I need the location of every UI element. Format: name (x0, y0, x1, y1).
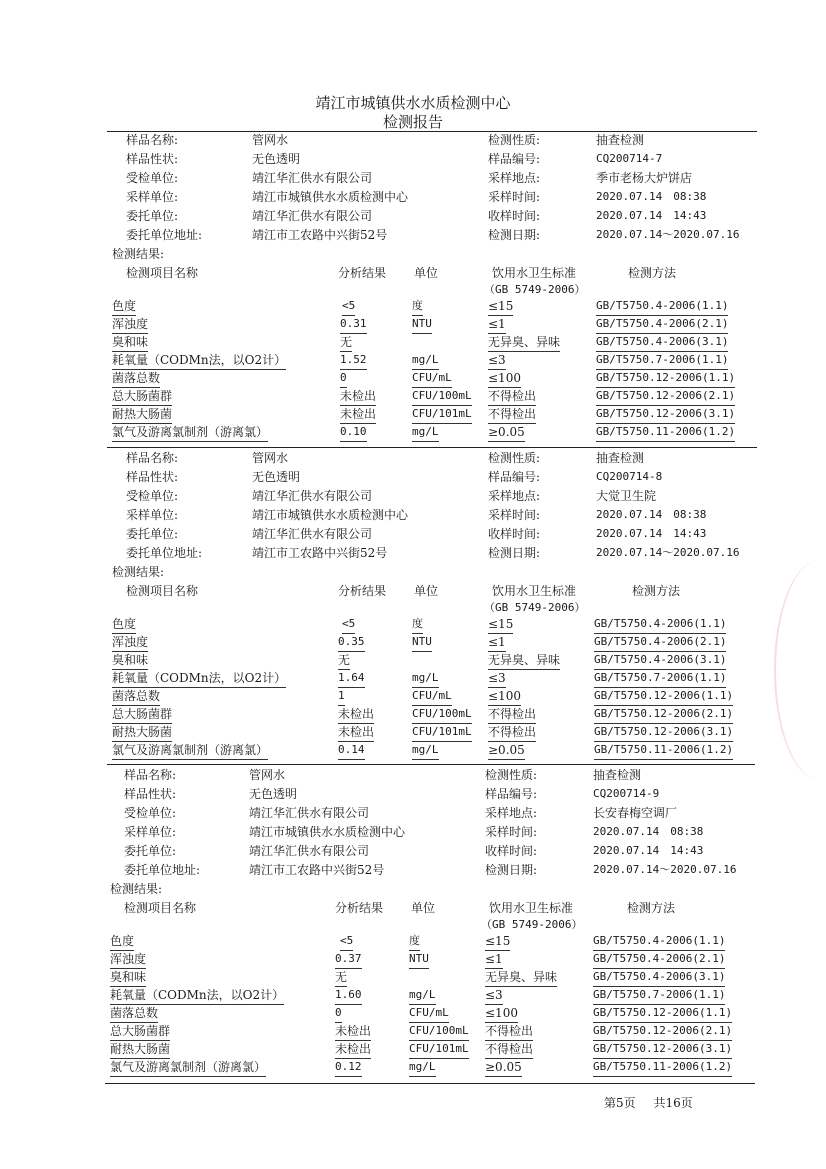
label-sampling-unit: 采样单位: (124, 825, 177, 839)
result-row (0, 387, 826, 405)
result-row (0, 333, 826, 351)
info-row (0, 804, 826, 822)
result-std: ≤100 (488, 687, 521, 706)
result-method: GB/T5750.11-2006(1.2) (596, 423, 735, 442)
result-unit: CFU/mL (409, 1004, 449, 1023)
results-header-row (0, 899, 826, 917)
result-value: 1.52 (340, 351, 367, 370)
value-test-date: 2020.07.14～2020.07.16 (596, 228, 740, 241)
result-std: 不得检出 (485, 1022, 533, 1041)
result-value: 1 (338, 687, 345, 706)
result-std: ≤3 (485, 986, 503, 1005)
value-sampling-site: 长安春梅空调厂 (593, 806, 678, 820)
value-sample-no: CQ200714-7 (596, 152, 663, 165)
page-footer (604, 1094, 707, 1111)
info-row (0, 150, 826, 168)
col-item-header: 检测项目名称 (126, 266, 199, 280)
result-item: 浑浊度 (110, 950, 146, 969)
result-unit: NTU (412, 633, 432, 652)
result-value: 0 (335, 1004, 342, 1023)
result-item: 耐热大肠菌 (112, 405, 172, 424)
value-inspected-unit: 靖江华汇供水有限公司 (252, 171, 373, 185)
result-value: 1.60 (335, 986, 362, 1005)
value-sampling-unit: 靖江市城镇供水水质检测中心 (252, 190, 409, 204)
label-inspected-unit: 受检单位: (126, 489, 179, 503)
result-std: ≤1 (485, 950, 503, 969)
result-unit: CFU/101mL (412, 723, 472, 742)
label-test-date: 检测日期: (488, 228, 541, 242)
value-client-address: 靖江市工农路中兴街52号 (252, 228, 388, 242)
result-unit: CFU/101mL (409, 1040, 469, 1059)
result-item: 耐热大肠菌 (110, 1040, 170, 1059)
result-std: ≥0.05 (485, 1058, 522, 1077)
value-sample-name: 管网水 (252, 451, 289, 465)
info-row (0, 169, 826, 187)
value-sampling-time: 2020.07.14 08:38 (593, 825, 704, 838)
label-sampling-site: 采样地点: (485, 806, 538, 820)
result-row (0, 705, 826, 723)
result-method: GB/T5750.12-2006(1.1) (596, 369, 735, 388)
section-divider (105, 1083, 755, 1084)
label-sample-no: 样品编号: (488, 152, 541, 166)
label-test-date: 检测日期: (485, 863, 538, 877)
col-item-header: 检测项目名称 (124, 901, 197, 915)
result-row (0, 315, 826, 333)
result-row (0, 932, 826, 950)
result-row (0, 405, 826, 423)
result-unit: CFU/101mL (412, 405, 472, 424)
results-heading-row (0, 563, 826, 581)
result-method: GB/T5750.7-2006(1.1) (596, 351, 728, 370)
result-method: GB/T5750.12-2006(3.1) (593, 1040, 732, 1059)
report-title: 靖江市城镇供水水质检测中心 (315, 94, 511, 112)
result-row (0, 297, 826, 315)
col-std-header: 饮用水卫生标准 (492, 266, 577, 280)
info-row (0, 131, 826, 149)
label-client-unit: 委托单位: (124, 844, 177, 858)
label-sample-state: 样品性状: (126, 470, 179, 484)
value-sample-state: 无色透明 (252, 152, 301, 166)
page-number: 第5页 (604, 1096, 636, 1110)
result-std: 无异臭、异味 (485, 968, 557, 987)
value-receive-time: 2020.07.14 14:43 (596, 209, 707, 222)
results-heading-row (0, 880, 826, 898)
result-value: 未检出 (340, 405, 376, 424)
value-sample-no: CQ200714-9 (593, 787, 660, 800)
result-value: 未检出 (340, 387, 376, 406)
label-client-unit: 委托单位: (126, 209, 179, 223)
result-std: ≤15 (488, 615, 513, 634)
info-row (0, 449, 826, 467)
col-result-header: 分析结果 (338, 584, 387, 598)
result-method: GB/T5750.11-2006(1.2) (594, 741, 733, 760)
col-result-header: 分析结果 (335, 901, 384, 915)
result-unit: CFU/mL (412, 687, 452, 706)
result-item: 色度 (110, 932, 134, 951)
label-sampling-site: 采样地点: (488, 489, 541, 503)
result-row (0, 986, 826, 1004)
value-test-date: 2020.07.14～2020.07.16 (596, 546, 740, 559)
label-inspected-unit: 受检单位: (126, 171, 179, 185)
value-client-unit: 靖江华汇供水有限公司 (249, 844, 370, 858)
label-inspected-unit: 受检单位: (124, 806, 177, 820)
result-row (0, 1058, 826, 1076)
result-item: 耐热大肠菌 (112, 723, 172, 742)
result-item: 臭和味 (112, 651, 148, 670)
result-std: ≤3 (488, 351, 506, 370)
result-unit: mg/L (412, 741, 439, 760)
result-std: 无异臭、异味 (488, 333, 560, 352)
label-sample-no: 样品编号: (488, 470, 541, 484)
report-subtitle: 检测报告 (382, 113, 443, 131)
result-method: GB/T5750.12-2006(2.1) (596, 387, 735, 406)
result-method: GB/T5750.12-2006(3.1) (594, 723, 733, 742)
value-sample-no: CQ200714-8 (596, 470, 663, 483)
result-std: ≥0.05 (488, 423, 525, 442)
result-value: 未检出 (338, 705, 374, 724)
result-method: GB/T5750.11-2006(1.2) (593, 1058, 732, 1077)
result-method: GB/T5750.4-2006(1.1) (593, 932, 725, 951)
result-value: <5 (342, 615, 355, 634)
result-item: 氯气及游离氯制剂（游离氯） (110, 1058, 266, 1077)
result-row (0, 369, 826, 387)
results-heading-row (0, 245, 826, 263)
col-std-header-2: （GB 5749-2006） (481, 918, 583, 931)
result-std: ≤1 (488, 633, 506, 652)
result-item: 耗氧量（CODMn法，以O2计） (112, 351, 286, 370)
value-sampling-site: 季市老杨大炉饼店 (596, 171, 693, 185)
result-std: 不得检出 (485, 1040, 533, 1059)
result-value: 0.37 (335, 950, 362, 969)
result-item: 浑浊度 (112, 315, 148, 334)
result-item: 浑浊度 (112, 633, 148, 652)
result-value: 0.31 (340, 315, 367, 334)
value-sampling-unit: 靖江市城镇供水水质检测中心 (252, 508, 409, 522)
result-method: GB/T5750.12-2006(3.1) (596, 405, 735, 424)
col-std-header: 饮用水卫生标准 (489, 901, 574, 915)
result-method: GB/T5750.12-2006(1.1) (593, 1004, 732, 1023)
result-value: 未检出 (335, 1040, 371, 1059)
result-item: 氯气及游离氯制剂（游离氯） (112, 423, 268, 442)
info-row (0, 226, 826, 244)
result-unit: 度 (412, 615, 423, 634)
result-method: GB/T5750.12-2006(2.1) (594, 705, 733, 724)
result-item: 菌落总数 (110, 1004, 158, 1023)
result-std: ≤3 (488, 669, 506, 688)
value-client-address: 靖江市工农路中兴街52号 (252, 546, 388, 560)
value-client-unit: 靖江华汇供水有限公司 (252, 527, 373, 541)
result-value: 无 (338, 651, 350, 670)
result-item: 臭和味 (110, 968, 146, 987)
label-receive-time: 收样时间: (485, 844, 538, 858)
result-method: GB/T5750.7-2006(1.1) (593, 986, 725, 1005)
result-unit: CFU/100mL (409, 1022, 469, 1041)
label-sampling-unit: 采样单位: (126, 508, 179, 522)
result-value: 无 (340, 333, 352, 352)
result-unit: 度 (412, 297, 423, 316)
result-row (0, 633, 826, 651)
value-inspected-unit: 靖江华汇供水有限公司 (252, 489, 373, 503)
info-row (0, 468, 826, 486)
result-unit: CFU/100mL (412, 387, 472, 406)
col-unit-header: 单位 (411, 901, 436, 915)
label-test-nature: 检测性质: (488, 451, 541, 465)
value-sampling-time: 2020.07.14 08:38 (596, 508, 707, 521)
result-method: GB/T5750.4-2006(3.1) (594, 651, 726, 670)
label-receive-time: 收样时间: (488, 209, 541, 223)
result-row (0, 423, 826, 441)
result-item: 耗氧量（CODMn法，以O2计） (110, 986, 284, 1005)
result-method: GB/T5750.4-2006(1.1) (594, 615, 726, 634)
result-row (0, 687, 826, 705)
label-client-unit: 委托单位: (126, 527, 179, 541)
result-method: GB/T5750.12-2006(1.1) (594, 687, 733, 706)
page-total: 共16页 (653, 1096, 693, 1110)
info-row (0, 525, 826, 543)
value-test-nature: 抽查检测 (593, 768, 642, 782)
result-value: 0.35 (338, 633, 365, 652)
result-row (0, 1022, 826, 1040)
result-std: 不得检出 (488, 723, 536, 742)
result-value: <5 (342, 297, 355, 316)
info-row (0, 544, 826, 562)
result-method: GB/T5750.4-2006(3.1) (596, 333, 728, 352)
label-sample-state: 样品性状: (124, 787, 177, 801)
results-heading: 检测结果: (112, 247, 165, 261)
result-row (0, 669, 826, 687)
info-row (0, 506, 826, 524)
result-std: ≤15 (485, 932, 510, 951)
value-client-unit: 靖江华汇供水有限公司 (252, 209, 373, 223)
result-value: 0.10 (340, 423, 367, 442)
result-value: 未检出 (338, 723, 374, 742)
result-method: GB/T5750.4-2006(2.1) (594, 633, 726, 652)
col-unit-header: 单位 (414, 266, 439, 280)
info-row (0, 766, 826, 784)
label-sampling-time: 采样时间: (488, 190, 541, 204)
result-item: 菌落总数 (112, 369, 160, 388)
result-method: GB/T5750.12-2006(2.1) (593, 1022, 732, 1041)
result-item: 色度 (112, 615, 136, 634)
value-test-date: 2020.07.14～2020.07.16 (593, 863, 737, 876)
result-unit: CFU/mL (412, 369, 452, 388)
result-row (0, 1040, 826, 1058)
value-test-nature: 抽查检测 (596, 133, 645, 147)
result-row (0, 1004, 826, 1022)
result-unit: NTU (409, 950, 429, 969)
label-sample-name: 样品名称: (126, 133, 179, 147)
result-method: GB/T5750.7-2006(1.1) (594, 669, 726, 688)
col-method-header: 检测方法 (632, 584, 681, 598)
value-sampling-unit: 靖江市城镇供水水质检测中心 (249, 825, 406, 839)
label-sampling-time: 采样时间: (488, 508, 541, 522)
result-item: 臭和味 (112, 333, 148, 352)
value-sampling-site: 大觉卫生院 (596, 489, 657, 503)
result-value: 1.64 (338, 669, 365, 688)
result-item: 总大肠菌群 (112, 387, 172, 406)
result-unit: mg/L (409, 986, 436, 1005)
label-client-address: 委托单位地址: (126, 546, 203, 560)
results-header-row (0, 582, 826, 600)
result-item: 总大肠菌群 (112, 705, 172, 724)
label-client-address: 委托单位地址: (126, 228, 203, 242)
result-unit: mg/L (412, 423, 439, 442)
label-sampling-time: 采样时间: (485, 825, 538, 839)
label-test-date: 检测日期: (488, 546, 541, 560)
label-sample-name: 样品名称: (126, 451, 179, 465)
info-row (0, 785, 826, 803)
result-std: ≤100 (488, 369, 521, 388)
label-sampling-site: 采样地点: (488, 171, 541, 185)
result-unit: mg/L (412, 669, 439, 688)
label-test-nature: 检测性质: (488, 133, 541, 147)
info-row (0, 861, 826, 879)
value-sample-name: 管网水 (252, 133, 289, 147)
info-row (0, 188, 826, 206)
result-value: 0.12 (335, 1058, 362, 1077)
value-receive-time: 2020.07.14 14:43 (593, 844, 704, 857)
label-sample-name: 样品名称: (124, 768, 177, 782)
results-header-row (0, 264, 826, 282)
info-row (0, 823, 826, 841)
result-row (0, 651, 826, 669)
section-divider (107, 764, 755, 765)
col-std-header-2: （GB 5749-2006） (484, 283, 586, 296)
result-unit: 度 (409, 932, 420, 951)
result-row (0, 351, 826, 369)
result-std: 不得检出 (488, 405, 536, 424)
value-receive-time: 2020.07.14 14:43 (596, 527, 707, 540)
result-unit: mg/L (412, 351, 439, 370)
result-row (0, 950, 826, 968)
section-divider (107, 447, 757, 448)
label-receive-time: 收样时间: (488, 527, 541, 541)
result-std: 无异臭、异味 (488, 651, 560, 670)
result-row (0, 968, 826, 986)
result-value: 0 (340, 369, 347, 388)
result-item: 耗氧量（CODMn法，以O2计） (112, 669, 286, 688)
result-row (0, 741, 826, 759)
label-sample-state: 样品性状: (126, 152, 179, 166)
result-std: ≥0.05 (488, 741, 525, 760)
col-std-header-2: （GB 5749-2006） (484, 601, 586, 614)
results-heading: 检测结果: (110, 882, 163, 896)
col-std-header: 饮用水卫生标准 (492, 584, 577, 598)
results-heading: 检测结果: (112, 565, 165, 579)
label-sampling-unit: 采样单位: (126, 190, 179, 204)
value-sampling-time: 2020.07.14 08:38 (596, 190, 707, 203)
label-test-nature: 检测性质: (485, 768, 538, 782)
result-item: 色度 (112, 297, 136, 316)
result-std: ≤1 (488, 315, 506, 334)
col-item-header: 检测项目名称 (126, 584, 199, 598)
result-item: 总大肠菌群 (110, 1022, 170, 1041)
result-method: GB/T5750.4-2006(2.1) (596, 315, 728, 334)
value-sample-state: 无色透明 (249, 787, 298, 801)
col-result-header: 分析结果 (338, 266, 387, 280)
value-test-nature: 抽查检测 (596, 451, 645, 465)
label-client-address: 委托单位地址: (124, 863, 201, 877)
info-row (0, 207, 826, 225)
result-row (0, 723, 826, 741)
label-sample-no: 样品编号: (485, 787, 538, 801)
value-inspected-unit: 靖江华汇供水有限公司 (249, 806, 370, 820)
result-method: GB/T5750.4-2006(2.1) (593, 950, 725, 969)
result-value: <5 (340, 932, 353, 951)
result-std: ≤15 (488, 297, 513, 316)
result-std: 不得检出 (488, 387, 536, 406)
result-method: GB/T5750.4-2006(1.1) (596, 297, 728, 316)
value-sample-name: 管网水 (249, 768, 286, 782)
result-row (0, 615, 826, 633)
result-item: 菌落总数 (112, 687, 160, 706)
result-item: 氯气及游离氯制剂（游离氯） (112, 741, 268, 760)
result-std: ≤100 (485, 1004, 518, 1023)
value-sample-state: 无色透明 (252, 470, 301, 484)
result-method: GB/T5750.4-2006(3.1) (593, 968, 725, 987)
result-value: 0.14 (338, 741, 365, 760)
info-row (0, 842, 826, 860)
result-value: 未检出 (335, 1022, 371, 1041)
result-unit: mg/L (409, 1058, 436, 1077)
col-method-header: 检测方法 (628, 266, 677, 280)
result-std: 不得检出 (488, 705, 536, 724)
info-row (0, 487, 826, 505)
col-unit-header: 单位 (414, 584, 439, 598)
col-method-header: 检测方法 (627, 901, 676, 915)
value-client-address: 靖江市工农路中兴街52号 (249, 863, 385, 877)
result-unit: NTU (412, 315, 432, 334)
result-unit: CFU/100mL (412, 705, 472, 724)
result-value: 无 (335, 968, 347, 987)
